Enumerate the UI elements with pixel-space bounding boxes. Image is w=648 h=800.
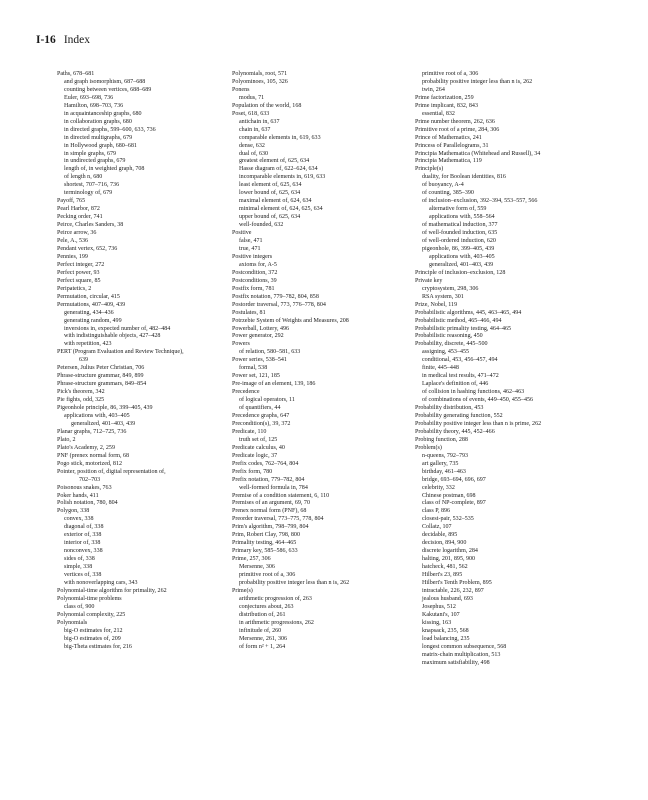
- index-subentry: vertices of, 338: [64, 572, 102, 579]
- index-entry: Payoff, 765: [57, 198, 86, 205]
- index-entry: Primality testing, 464–465: [232, 540, 297, 547]
- index-entry: Precedence graphs, 647: [232, 412, 290, 419]
- index-subentry: maximal element of, 624, 634: [239, 198, 312, 205]
- index-subentry: Chinese postman, 698: [422, 492, 476, 499]
- index-entry: Probabilistic primality testing, 464–465: [415, 325, 512, 332]
- index-entry: Poker hands, 411: [57, 492, 99, 499]
- index-subentry: Josephus, 512: [422, 603, 456, 610]
- index-column-1: [57, 71, 227, 652]
- index-entry: Perfect integer, 272: [57, 261, 105, 268]
- index-entry: PERT (Program Evaluation and Review Technique),: [57, 349, 184, 356]
- index-entry: Probabilistic reasoning, 450: [415, 333, 483, 340]
- index-entry: Primary key, 585–586, 633: [232, 548, 298, 555]
- index-subentry: Hilbert's Tenth Problem, 895: [422, 580, 492, 586]
- index-entry: Probability generating function, 552: [415, 412, 503, 419]
- index-entry: PNF (prenex normal form, 68: [57, 452, 130, 459]
- index-subentry: discrete logarithm, 284: [422, 548, 478, 555]
- index-subentry: assigning, 453–455: [422, 349, 470, 356]
- index-subentry: class P, 896: [422, 508, 451, 515]
- index-entry: Probing function, 288: [415, 436, 468, 443]
- index-entry: Postcondition, 372: [232, 269, 278, 276]
- index-entry: Plato's Academy, 2, 259: [57, 444, 115, 451]
- index-subentry: of form n² + 1, 264: [239, 643, 286, 650]
- index-subentry: upper bound of, 625, 634: [239, 214, 301, 221]
- index-subentry: Kakutani's, 107: [422, 611, 460, 618]
- index-subentry: distribution of, 261: [239, 611, 286, 618]
- index-subentry: minimal element of, 624, 625, 634: [239, 206, 323, 213]
- index-subentry: greatest element of, 625, 634: [239, 158, 310, 165]
- index-entry: Pecking order, 741: [57, 214, 103, 221]
- index-subentry: applications with, 558–564: [429, 214, 495, 221]
- index-subentry: of relation, 580–581, 633: [239, 349, 301, 356]
- index-entry: Phrase-structure grammar, 849, 899: [57, 373, 144, 380]
- index-entry: Prime factorization, 259: [415, 94, 474, 101]
- index-subentry: applications with, 403–405: [64, 412, 130, 419]
- index-subentry: generalized, 401–403, 439: [429, 261, 494, 268]
- index-subentry: truth set of, 125: [239, 436, 278, 443]
- index-subentry: in Hollywood graph, 680–681: [64, 142, 137, 149]
- index-entry: Permutations, 407–409, 439: [57, 301, 126, 308]
- index-subentry: false, 471: [239, 238, 263, 245]
- index-entry: Prefix notation, 779–782, 804: [232, 476, 305, 483]
- index-entry: Principia Mathematica (Whitehead and Russell), 34: [415, 150, 541, 157]
- index-subentry: probability positive integer less than n is, 262: [239, 580, 350, 586]
- index-subentry: decision, 894, 900: [422, 540, 467, 547]
- index-entry: Pigeonhole principle, 86, 399–405, 439: [57, 405, 153, 412]
- index-entry: Prim, Robert Clay, 798, 800: [232, 532, 300, 539]
- index-entry: Peripatetics, 2: [57, 285, 92, 292]
- index-entry: Planar graphs, 712–725, 736: [57, 428, 127, 435]
- index-subentry: 639: [79, 357, 89, 364]
- index-subentry: length of, in weighted graph, 708: [64, 166, 145, 173]
- index-subentry: conditional, 453, 456–457, 494: [422, 357, 498, 364]
- index-subentry: dense, 632: [239, 142, 265, 149]
- index-entry: Polyominoes, 105, 326: [232, 78, 288, 85]
- index-subentry: of counting, 385–390: [422, 190, 474, 197]
- index-subentry: knapsack, 235, 568: [422, 627, 469, 634]
- index-entry: Poset, 618, 633: [232, 110, 270, 117]
- index-entry: Probability theory, 445, 452–466: [415, 428, 495, 435]
- index-subentry: longest common subsequence, 568: [422, 643, 507, 650]
- index-subentry: shortest, 707–716, 736: [64, 182, 120, 189]
- index-subentry: arithmetic progression of, 263: [239, 595, 312, 602]
- index-subentry: twin, 264: [422, 86, 445, 93]
- index-entry: Principle(s): [415, 166, 444, 173]
- index-entry: Prime(s): [232, 587, 253, 594]
- index-subentry: Mersenne, 306: [239, 564, 275, 571]
- index-entry: Pie fights, odd, 325: [57, 397, 105, 404]
- index-entry: Predicate calculus, 40: [232, 444, 285, 451]
- index-subentry: conjectures about, 263: [239, 603, 294, 610]
- index-entry: Predicate, 110: [232, 428, 267, 435]
- index-entry: Primitive root of a prime, 284, 306: [415, 126, 500, 133]
- index-subentry: counting between vertices, 688–689: [64, 86, 152, 93]
- index-subentry: 702–703: [79, 476, 101, 483]
- index-entry: Princess of Parallelograms, 31: [415, 142, 489, 149]
- index-entry: Potrzebie System of Weights and Measures, 208: [232, 317, 349, 324]
- index-subentry: Hasse diagram of, 622–624, 634: [239, 166, 318, 173]
- index-entry: Prenex normal form (PNF), 68: [232, 508, 307, 515]
- index-subentry: generating, 434–436: [64, 309, 114, 316]
- index-entry: Predicate logic, 37: [232, 452, 278, 459]
- index-subentry: infinitude of, 260: [239, 627, 282, 634]
- index-subentry: in directed graphs, 599–600, 633, 736: [64, 126, 156, 133]
- index-entry: Probability, discrete, 445–500: [415, 341, 488, 348]
- index-entry: Pearl Harbor, 872: [57, 206, 100, 213]
- index-entry: Prefix codes, 762–764, 804: [232, 460, 299, 467]
- index-entry: Premise of a condition statement, 6, 110: [232, 492, 330, 499]
- index-subentry: jealous husband, 693: [422, 595, 473, 602]
- index-entry: Pendant vertex, 652, 736: [57, 245, 118, 252]
- index-entry: Poisonous snakes, 763: [57, 484, 112, 491]
- section-title: Index: [63, 34, 90, 46]
- index-subentry: alternative form of, 559: [429, 206, 487, 213]
- index-subentry: generalized, 401–403, 439: [71, 420, 136, 427]
- index-entry: Polynomial-time problems: [57, 595, 122, 602]
- index-entry: Probability distribution, 453: [415, 405, 484, 412]
- index-subentry: intractable, 226, 232, 897: [422, 587, 484, 594]
- index-entry: Preorder traversal, 773–775, 778, 804: [232, 516, 324, 523]
- index-entry: Pele, A., 536: [57, 238, 89, 245]
- index-entry: Power generator, 292: [232, 333, 284, 340]
- index-entry: Premises of an argument, 69, 70: [232, 500, 310, 507]
- index-subentry: simple, 338: [64, 564, 93, 571]
- index-entry: Perfect square, 85: [57, 277, 101, 284]
- index-subentry: celebrity, 332: [422, 484, 455, 491]
- index-subentry: Hilbert's 23, 895: [422, 572, 463, 579]
- index-subentry: of mathematical induction, 377: [422, 222, 498, 229]
- index-entry: Power series, 538–541: [232, 357, 287, 364]
- index-subentry: dual of, 630: [239, 150, 269, 157]
- index-subentry: terminology of, 679: [64, 190, 113, 197]
- index-entry: Prime, 257, 306: [232, 556, 271, 563]
- index-entry: Prize, Nobel, 119: [415, 301, 458, 308]
- index-entry: Permutation, circular, 415: [57, 293, 120, 300]
- index-entry: Problem(s): [415, 444, 442, 451]
- index-subentry: kissing, 163: [422, 619, 452, 626]
- index-column-2: [232, 71, 410, 652]
- index-entry: Paths, 678–681: [57, 71, 95, 77]
- index-subentry: of well-ordered induction, 620: [422, 238, 496, 245]
- index-entry: Polynomials, root, 571: [232, 71, 288, 77]
- index-subentry: inversions in, expected number of, 482–484: [64, 325, 171, 332]
- index-entry: Polygon, 338: [57, 508, 90, 515]
- index-subentry: of inclusion–exclusion, 392–394, 553–557, 566: [422, 198, 538, 205]
- index-subentry: essential, 832: [422, 110, 455, 117]
- index-entry: Powers: [232, 341, 250, 348]
- index-subentry: of quantifiers, 44: [239, 405, 281, 412]
- index-entry: Postfix notation, 779–782, 804, 858: [232, 293, 319, 300]
- index-subentry: diagonal of, 338: [64, 524, 104, 531]
- index-subentry: exterior of, 338: [64, 532, 102, 539]
- index-entry: Prime number theorem, 262, 636: [415, 118, 495, 125]
- index-subentry: of combinations of events, 449–450, 455–456: [422, 397, 534, 404]
- index-entry: Polish notation, 780, 804: [57, 500, 118, 507]
- index-entry: Postfix form, 781: [232, 285, 275, 292]
- index-entry: Polynomial complexity, 225: [57, 611, 126, 618]
- index-subentry: axioms for, A-5: [239, 261, 277, 268]
- index-entry: Positive: [232, 230, 252, 237]
- index-entry: Pick's theorem, 342: [57, 389, 105, 396]
- index-entry: Prince of Mathematics, 241: [415, 134, 482, 141]
- index-subentry: in undirected graphs, 679: [64, 158, 126, 165]
- index-subentry: maximum satisfiability, 498: [422, 659, 490, 666]
- index-entry: Petersen, Julius Peter Christian, 706: [57, 365, 145, 372]
- index-subentry: cryptosystem, 298, 306: [422, 285, 479, 292]
- index-entry: Pre-image of an element, 139, 186: [232, 381, 316, 388]
- index-subentry: of well-founded induction, 635: [422, 230, 498, 237]
- index-entry: Principia Mathematica, 119: [415, 158, 482, 165]
- index-subentry: in medical test results, 471–472: [422, 373, 499, 380]
- index-subentry: antichain in, 637: [239, 118, 280, 125]
- index-subentry: hatcheck, 481, 562: [422, 564, 468, 571]
- index-subentry: of length n, 680: [64, 174, 103, 181]
- index-subentry: chain in, 637: [239, 126, 271, 133]
- index-subentry: with indistinguishable objects, 427–428: [64, 333, 161, 340]
- index-subentry: primitive root of a, 306: [422, 71, 479, 77]
- index-entry: Pogo stick, motorized, 812: [57, 460, 122, 467]
- index-subentry: Collatz, 107: [422, 524, 452, 531]
- index-subentry: halting, 201, 895, 900: [422, 556, 476, 563]
- index-subentry: well-formed formula in, 784: [239, 484, 308, 491]
- index-subentry: big-Theta estimates for, 216: [64, 643, 132, 650]
- index-subentry: matrix-chain multiplication, 513: [422, 651, 501, 658]
- index-subentry: in acquaintanceship graphs, 680: [64, 110, 142, 117]
- index-entry: Postconditions, 39: [232, 277, 277, 284]
- index-subentry: primitive root of a, 306: [239, 572, 296, 579]
- index-subentry: sides of, 338: [64, 556, 95, 563]
- index-subentry: big-O estimates of, 209: [64, 635, 121, 642]
- index-entry: Precondition(s), 39, 372: [232, 420, 291, 427]
- index-subentry: of buoyancy, A-4: [422, 182, 464, 189]
- index-subentry: pigeonhole, 86, 399–405, 439: [422, 245, 495, 252]
- index-subentry: Mersenne, 261, 306: [239, 635, 288, 642]
- index-entry: Plato, 2: [57, 436, 76, 443]
- index-subentry: big-O estimates for, 212: [64, 627, 123, 634]
- index-subentry: probability positive integer less than n is, 262: [422, 78, 533, 85]
- index-subentry: applications with, 403–405: [429, 253, 495, 260]
- index-entry: Pennies, 199: [57, 253, 88, 260]
- index-subentry: load balancing, 235: [422, 635, 470, 642]
- index-subentry: in arithmetic progressions, 262: [239, 619, 314, 626]
- index-entry: Private key: [415, 277, 443, 284]
- index-subentry: in simple graphs, 679: [64, 150, 117, 157]
- index-column-3: [415, 71, 615, 667]
- index-subentry: in directed multigraphs, 679: [64, 134, 133, 141]
- index-entry: Probabilistic algorithms, 445, 463–465, 494: [415, 309, 522, 316]
- running-header: [36, 34, 90, 46]
- index-subentry: in collaboration graphs, 680: [64, 118, 132, 125]
- index-entry: Polynomial-time algorithm for primality, 262: [57, 587, 167, 594]
- index-subentry: Hamilton, 698–703, 736: [64, 102, 124, 109]
- index-subentry: nonconvex, 338: [64, 548, 103, 555]
- index-subentry: finite, 445–448: [422, 365, 459, 372]
- index-subentry: lower bound of, 625, 634: [239, 190, 301, 197]
- index-subentry: n-queens, 792–793: [422, 452, 469, 459]
- index-subentry: bridge, 693–694, 696, 697: [422, 476, 486, 483]
- index-entry: Population of the world, 168: [232, 102, 302, 109]
- index-entry: Postulates, 81: [232, 309, 266, 316]
- index-entry: Precedence: [232, 389, 260, 396]
- index-subentry: modus, 71: [239, 94, 265, 101]
- index-subentry: Laplace's definition of, 446: [422, 381, 489, 388]
- index-entry: Power set, 121, 185: [232, 373, 280, 380]
- index-subentry: art gallery, 735: [422, 460, 459, 467]
- index-entry: Probabilistic method, 465–466, 494: [415, 317, 502, 324]
- index-subentry: duality, for Boolean identities, 816: [422, 174, 506, 181]
- index-entry: Probability positive integer less than n is prime, 262: [415, 420, 542, 427]
- index-entry: Prefix form, 780: [232, 468, 273, 475]
- index-entry: Pointer, position of, digital representation of,: [57, 468, 166, 475]
- index-subentry: Euler, 693–698, 736: [64, 94, 114, 101]
- index-subentry: with nonoverlapping cars, 343: [64, 580, 138, 586]
- index-entry: Positive integers: [232, 253, 273, 260]
- index-subentry: incomparable elements in, 619, 633: [239, 174, 326, 181]
- index-entry: Peirce arrow, 36: [57, 230, 97, 237]
- page-number: I-16: [36, 34, 56, 46]
- index-subentry: generating random, 499: [64, 317, 122, 324]
- index-subentry: class of, 900: [64, 603, 95, 610]
- index-entry: Powerball, Lottery, 496: [232, 325, 290, 332]
- index-subentry: decidable, 895: [422, 532, 458, 539]
- index-subentry: well-founded, 632: [239, 222, 284, 229]
- index-subentry: interior of, 338: [64, 540, 101, 547]
- index-subentry: true, 471: [239, 245, 261, 252]
- index-subentry: least element of, 625, 634: [239, 182, 302, 189]
- index-entry: Postorder traversal, 773, 776–778, 804: [232, 301, 326, 308]
- index-subentry: RSA system, 301: [422, 293, 464, 300]
- index-entry: Ponens: [232, 86, 250, 93]
- index-subentry: of logical operators, 11: [239, 397, 295, 404]
- index-subentry: class of NP-complete, 897: [422, 500, 486, 507]
- index-entry: Polynomials: [57, 619, 88, 626]
- index-entry: Principle of inclusion–exclusion, 128: [415, 269, 506, 276]
- index-entry: Perfect power, 93: [57, 269, 100, 276]
- index-entry: Peirce, Charles Sanders, 38: [57, 222, 124, 229]
- index-subentry: of collision in hashing functions, 462–463: [422, 389, 525, 396]
- index-subentry: comparable elements in, 619, 633: [239, 134, 321, 141]
- index-subentry: with repetition, 423: [64, 341, 112, 348]
- index-subentry: and graph isomorphism, 687–688: [64, 78, 146, 85]
- index-subentry: birthday, 461–463: [422, 468, 466, 475]
- index-entry: Phrase-structure grammars, 849–854: [57, 381, 147, 388]
- index-subentry: convex, 338: [64, 516, 94, 523]
- index-entry: Prime implicant, 832, 843: [415, 102, 478, 109]
- index-subentry: formal, 538: [239, 365, 268, 372]
- index-entry: Prim's algorithm, 798–799, 804: [232, 524, 309, 531]
- index-subentry: closest-pair, 532–535: [422, 516, 474, 523]
